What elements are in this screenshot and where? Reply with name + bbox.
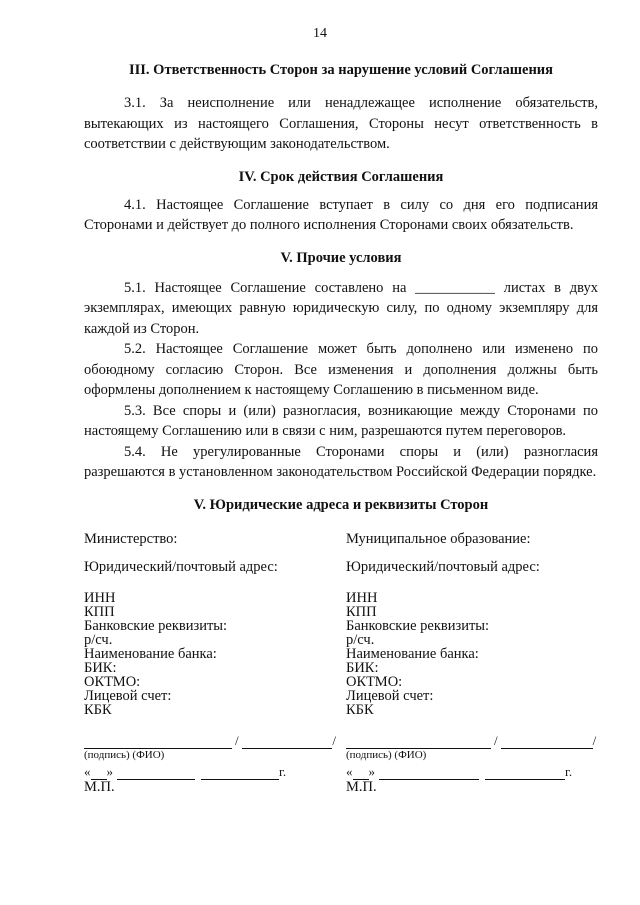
left-party-kbk: КБК bbox=[84, 701, 112, 718]
left-stamp-label: М.П. bbox=[84, 778, 115, 795]
left-day-blank[interactable] bbox=[91, 765, 107, 780]
left-party-block bbox=[84, 529, 336, 795]
right-signature-slash-2: / bbox=[592, 732, 597, 748]
right-party-personal-account: Лицевой счет: bbox=[346, 687, 434, 704]
right-signature-caption: (подпись) (ФИО) bbox=[346, 748, 427, 761]
right-signature-block bbox=[346, 733, 598, 795]
paragraph-5-3: 5.3. Все споры и (или) разногласия, возникающие между Сторонами по настоящему Соглашению или в связи с ним, разрешаются путем переговоров. bbox=[84, 402, 598, 439]
left-party-personal-account: Лицевой счет: bbox=[84, 687, 172, 704]
section-requisites-title: V. Юридические адреса и реквизиты Сторон bbox=[193, 496, 489, 513]
paragraph-5-1: 5.1. Настоящее Соглашение составлено на ___________ листах в двух экземплярах, имеющих равную юридическую силу, по одному экземпляру для каждой из Сторон. bbox=[84, 279, 598, 337]
left-party-bik: БИК: bbox=[84, 659, 117, 676]
right-signature-line bbox=[346, 733, 598, 749]
left-party-name: Министерство: bbox=[84, 530, 178, 547]
right-signature-slash-1: / bbox=[494, 732, 498, 748]
right-day-blank[interactable] bbox=[353, 765, 369, 780]
right-party-account: р/сч. bbox=[346, 631, 375, 648]
left-year-suffix: г. bbox=[279, 763, 287, 779]
right-party-bik: БИК: bbox=[346, 659, 379, 676]
left-party-account: р/сч. bbox=[84, 631, 113, 648]
left-year-blank[interactable] bbox=[201, 765, 279, 780]
right-quote-open: « bbox=[346, 763, 353, 779]
left-date-line bbox=[84, 764, 336, 780]
paragraph-3-1: 3.1. За неисполнение или ненадлежащее исполнение обязательств, вытекающих из настоящего Соглашения, Стороны несут ответственность в соответствии с действующим законодательством. bbox=[84, 95, 598, 152]
right-party-bank-name: Наименование банка: bbox=[346, 645, 479, 662]
page-content bbox=[84, 60, 598, 795]
right-party-details bbox=[346, 591, 598, 717]
right-month-blank[interactable] bbox=[379, 765, 479, 780]
left-party-details bbox=[84, 591, 336, 717]
right-stamp-label: М.П. bbox=[346, 778, 377, 795]
page-number: 14 bbox=[313, 26, 327, 41]
left-name-blank[interactable] bbox=[242, 734, 333, 749]
right-party-address: Юридический/почтовый адрес: bbox=[346, 558, 540, 575]
left-party-oktmo: ОКТМО: bbox=[84, 673, 141, 690]
right-name-blank[interactable] bbox=[501, 734, 593, 749]
right-party-oktmo: ОКТМО: bbox=[346, 673, 403, 690]
left-signature-block bbox=[84, 733, 336, 795]
left-signature-line bbox=[84, 733, 336, 749]
left-quote-close: » bbox=[106, 763, 113, 779]
right-year-blank[interactable] bbox=[485, 765, 565, 780]
right-party-block bbox=[346, 529, 598, 795]
left-party-address: Юридический/почтовый адрес: bbox=[84, 558, 278, 575]
section-3-title: III. Ответственность Сторон за нарушение условий Соглашения bbox=[128, 62, 554, 78]
right-year-suffix: г. bbox=[565, 763, 573, 779]
paragraph-4-1: 4.1. Настоящее Соглашение вступает в силу со дня его подписания Сторонами и действует до полного исполнения Сторонами своих обязательств. bbox=[84, 196, 598, 233]
paragraph-5-2: 5.2. Настоящее Соглашение может быть дополнено или изменено по обоюдному согласию Сторон. Все изменения и дополнения должны быть оформлены дополнением к настоящему Соглашению в письменном виде. bbox=[84, 341, 598, 398]
left-party-bank-details: Банковские реквизиты: bbox=[84, 617, 228, 634]
left-party-inn: ИНН bbox=[84, 589, 116, 606]
paragraph-5-4: 5.4. Не урегулированные Сторонами споры и (или) разногласия разрешаются в установленном законодательством Российской Федерации порядке. bbox=[84, 443, 598, 480]
left-signature-slash-1: / bbox=[234, 732, 239, 748]
right-party-kbk: КБК bbox=[346, 701, 374, 718]
left-signature-blank[interactable] bbox=[84, 734, 232, 749]
section-5-title: V. Прочие условия bbox=[280, 249, 402, 266]
right-date-line bbox=[346, 764, 598, 780]
section-4-title: IV. Срок действия Соглашения bbox=[238, 168, 444, 185]
left-month-blank[interactable] bbox=[117, 765, 195, 780]
left-party-bank-name: Наименование банка: bbox=[84, 645, 217, 662]
right-signature-blank[interactable] bbox=[346, 734, 491, 749]
left-signature-slash-2: / bbox=[332, 732, 336, 748]
right-party-kpp: КПП bbox=[346, 603, 377, 620]
left-party-kpp: КПП bbox=[84, 603, 115, 620]
right-party-inn: ИНН bbox=[346, 589, 378, 606]
right-party-name: Муниципальное образование: bbox=[346, 530, 531, 547]
right-quote-close: » bbox=[368, 763, 375, 779]
parties-requisites bbox=[84, 529, 598, 795]
right-party-bank-details: Банковские реквизиты: bbox=[346, 617, 490, 634]
left-signature-caption: (подпись) (ФИО) bbox=[84, 748, 165, 761]
left-quote-open: « bbox=[84, 763, 91, 779]
